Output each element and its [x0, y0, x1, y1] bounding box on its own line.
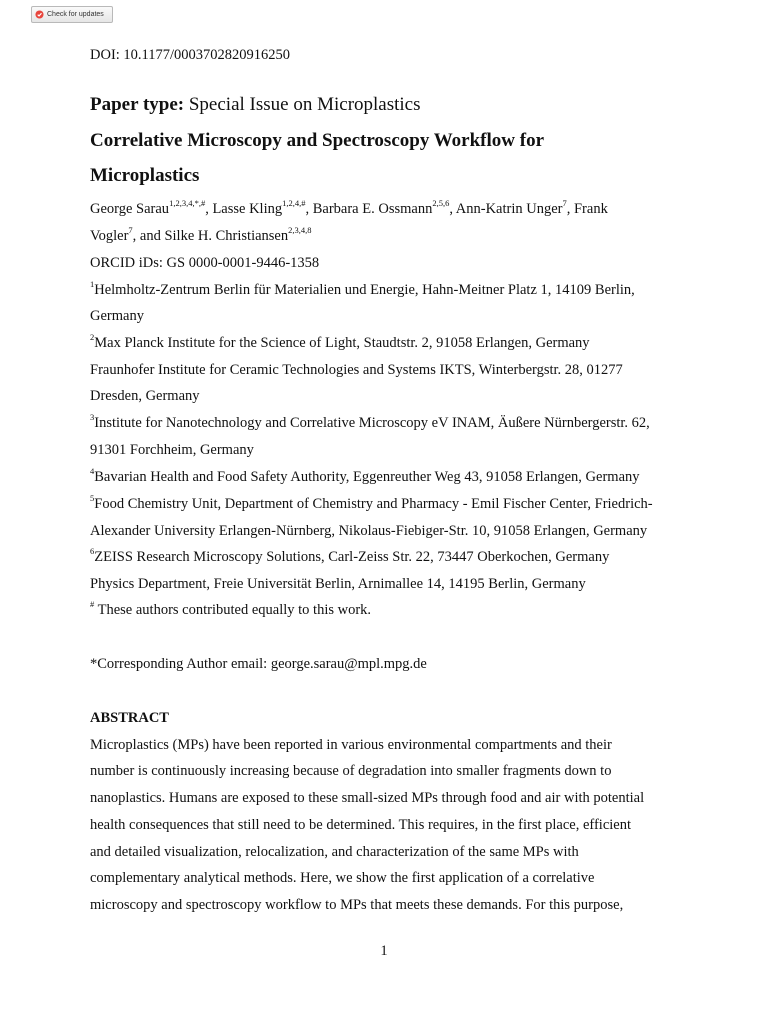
- affiliation-5: [90, 495, 653, 513]
- affiliation-5-cont: Alexander University Erlangen-Nürnberg, Nikolaus-Fiebiger-Str. 10, 91058 Erlangen, Germany: [90, 523, 648, 539]
- author-affiliation-marks: 2,5,6: [432, 198, 450, 209]
- note-mark: #: [90, 599, 95, 610]
- affiliation-number: 2: [90, 332, 95, 343]
- affiliation-number: 4: [90, 466, 95, 477]
- affiliation-number: 6: [90, 546, 95, 557]
- affiliation-2-cont: Fraunhofer Institute for Ceramic Technologies and Systems IKTS, Winterbergstr. 28, 01277: [90, 362, 623, 378]
- affiliation-2-cont: Dresden, Germany: [90, 388, 200, 404]
- paper-type-value: Special Issue on Microplastics: [184, 94, 421, 115]
- affiliation-text: Bavarian Health and Food Safety Authority, Eggenreuther Weg 43, 91058 Erlangen, Germany: [94, 469, 640, 485]
- abstract-line: Microplastics (MPs) have been reported in various environmental compartments and their: [90, 737, 612, 753]
- abstract-line: complementary analytical methods. Here, we show the first application of a correlative: [90, 870, 595, 886]
- check-for-updates-label: Check for updates: [47, 11, 104, 18]
- author-affiliation-marks: 7: [562, 198, 567, 209]
- corresponding-author: *Corresponding Author email: george.sarau@mpl.mpg.de: [90, 656, 427, 672]
- affiliation-number: 3: [90, 412, 95, 423]
- affiliation-text: Helmholtz-Zentrum Berlin für Materialien und Energie, Hahn-Meitner Platz 1, 14109 Berlin,: [94, 282, 635, 298]
- affiliation-number: 1: [90, 279, 95, 290]
- affiliation-6-cont: Physics Department, Freie Universität Berlin, Arnimallee 14, 14195 Berlin, Germany: [90, 576, 586, 592]
- affiliation-1: [90, 281, 635, 299]
- orcid: ORCID iDs: GS 0000-0001-9446-1358: [90, 255, 320, 271]
- author-name: , Barbara E. Ossmann: [305, 201, 433, 217]
- abstract-line: and detailed visualization, relocalization, and characterization of the same MPs with: [90, 844, 579, 860]
- author-affiliation-marks: 7: [128, 225, 133, 236]
- abstract-heading: ABSTRACT: [90, 710, 169, 726]
- paper-type: [90, 94, 421, 117]
- affiliation-3: [90, 414, 650, 432]
- affiliation-2: [90, 334, 590, 352]
- authors-line-1: [90, 200, 608, 218]
- abstract-line: health consequences that still need to be determined. This requires, in the first place, efficient: [90, 817, 632, 833]
- author-name: , Lasse Kling: [205, 201, 283, 217]
- affiliation-text: Food Chemistry Unit, Department of Chemistry and Pharmacy - Emil Fischer Center, Friedrich-: [94, 496, 653, 512]
- paper-type-label: Paper type:: [90, 94, 185, 115]
- affiliation-1-cont: Germany: [90, 308, 144, 324]
- paper-title-line-1: Correlative Microscopy and Spectroscopy Workflow for: [90, 130, 545, 151]
- doi: DOI: 10.1177/0003702820916250: [90, 47, 291, 63]
- equal-contribution-note: [90, 601, 371, 619]
- author-affiliation-marks: 1,2,4,#: [282, 198, 306, 209]
- affiliation-3-cont: 91301 Forchheim, Germany: [90, 442, 254, 458]
- abstract-line: microscopy and spectroscopy workflow to MPs that meets these demands. For this purpose,: [90, 897, 624, 913]
- affiliation-text: ZEISS Research Microscopy Solutions, Carl-Zeiss Str. 22, 73447 Oberkochen, Germany: [94, 549, 610, 565]
- author-name: , and Silke H. Christiansen: [132, 228, 289, 244]
- abstract-line: nanoplastics. Humans are exposed to these small-sized MPs through food and air with potential: [90, 790, 645, 806]
- author-affiliation-marks: 2,3,4,8: [288, 225, 312, 236]
- author-affiliation-marks: 1,2,3,4,*,#: [169, 198, 206, 209]
- author-name: , Ann-Katrin Unger: [449, 201, 563, 217]
- paper-title-line-2: Microplastics: [90, 165, 200, 186]
- author-name: Vogler: [90, 228, 129, 244]
- abstract-line: number is continuously increasing because of degradation into smaller fragments down to: [90, 763, 612, 779]
- author-name: George Sarau: [90, 201, 170, 217]
- author-name: , Frank: [566, 201, 608, 217]
- note-text: These authors contributed equally to this work.: [94, 602, 372, 618]
- authors-line-2: [90, 227, 312, 245]
- check-for-updates-icon: [35, 10, 44, 19]
- affiliation-text: Max Planck Institute for the Science of Light, Staudtstr. 2, 91058 Erlangen, Germany: [94, 335, 590, 351]
- check-for-updates-badge[interactable]: [31, 6, 113, 23]
- affiliation-6: [90, 548, 609, 566]
- affiliation-text: Institute for Nanotechnology and Correlative Microscopy eV INAM, Äußere Nürnbergerstr. 62,: [94, 415, 650, 431]
- affiliation-number: 5: [90, 493, 95, 504]
- page-number: 1: [380, 943, 388, 959]
- affiliation-4: [90, 468, 640, 486]
